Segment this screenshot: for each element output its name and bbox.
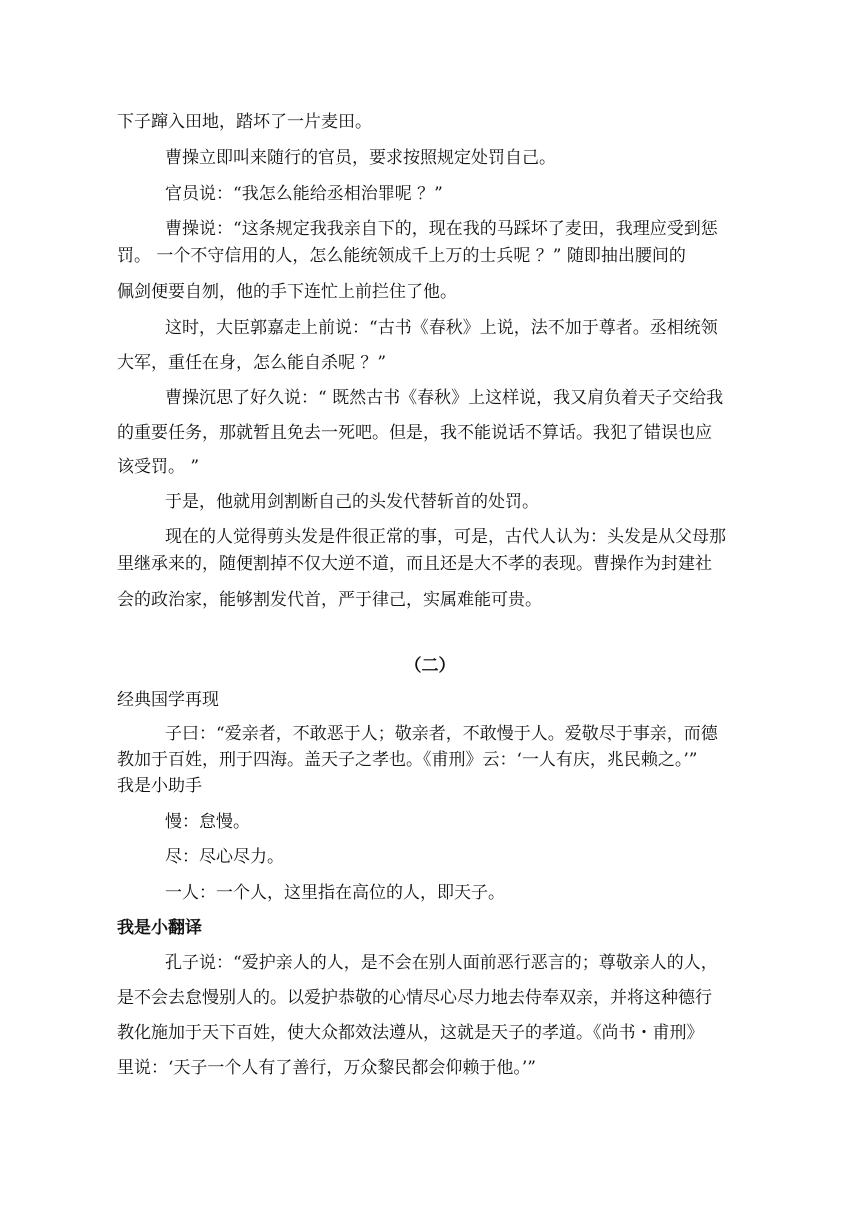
note-line: 慢：怠慢。 [165, 812, 250, 832]
quote-line: 子曰：“爱亲者，不敢恶于人；敬亲者，不敢慢于人。爱敬尽于事亲，而德 [165, 724, 718, 744]
translation-line: 是不会去怠慢别人的。以爱护恭敬的心情尽心尽力地去侍奉双亲，并将这种德行 [117, 988, 712, 1008]
paragraph-line: 曹操沉思了好久说：“ 既然古书《春秋》上这样说，我又肩负着天子交给我 [165, 388, 724, 408]
paragraph-line: 官员说：“我怎么能给丞相治罪呢 ？” [165, 184, 443, 204]
paragraph-line: 佩剑便要自刎，他的手下连忙上前拦住了他。 [117, 282, 457, 302]
translation-line: 里说：‘天子一个人有了善行，万众黎民都会仰赖于他。’” [117, 1058, 536, 1078]
note-line: 尽：尽心尽力。 [165, 847, 284, 867]
paragraph-line: 该受罚。 ” [117, 457, 200, 477]
classic-label: 经典国学再现 [117, 690, 219, 710]
quote-line: 教加于百姓，刑于四海。盖天子之孝也。《甫刑》云：‘一人有庆，兆民赖之。’” [117, 750, 698, 770]
paragraph-line: 曹操立即叫来随行的官员，要求按照规定处罚自己。 [165, 148, 556, 168]
paragraph-line: 里继承来的，随便割掉不仅大逆不道，而且还是大不孝的表现。曹操作为封建社 [117, 554, 712, 574]
paragraph-line: 于是，他就用剑割断自己的头发代替斩首的处罚。 [165, 492, 539, 512]
translation-line: 孔子说：“爱护亲人的人，是不会在别人面前恶行恶言的；尊敬亲人的人， [165, 953, 718, 973]
paragraph-line: 现在的人觉得剪头发是件很正常的事，可是，古代人认为：头发是从父母那 [165, 527, 726, 547]
paragraph-line: 的重要任务，那就暂且免去一死吧。但是，我不能说话不算话。我犯了错误也应 [117, 423, 712, 443]
paragraph-line: 大军，重任在身，怎么能自杀呢 ？” [117, 353, 387, 373]
paragraph-line: 会的政治家，能够割发代首，严于律己，实属难能可贵。 [117, 590, 542, 610]
note-line: 一人：一个人，这里指在高位的人，即天子。 [165, 883, 505, 903]
paragraph-line: 这时，大臣郭嘉走上前说：“古书《春秋》上说，法不加于尊者。丞相统领 [165, 318, 718, 338]
translator-label: 我是小翻译 [117, 918, 202, 938]
helper-label: 我是小助手 [117, 776, 202, 796]
paragraph-line: 罚。 一个不守信用的人，怎么能统领成千上万的士兵呢 ？” 随即抽出腰间的 [117, 246, 686, 266]
translation-line: 教化施加于天下百姓，使大众都效法遵从，这就是天子的孝道。《尚书・甫刑》 [117, 1023, 704, 1043]
paragraph-line: 曹操说：“这条规定我我亲自下的，现在我的马踩坏了麦田，我理应受到惩 [165, 219, 718, 239]
section-heading: （二） [404, 656, 456, 676]
paragraph-line: 下子蹿入田地，踏坏了一片麦田。 [117, 112, 372, 132]
